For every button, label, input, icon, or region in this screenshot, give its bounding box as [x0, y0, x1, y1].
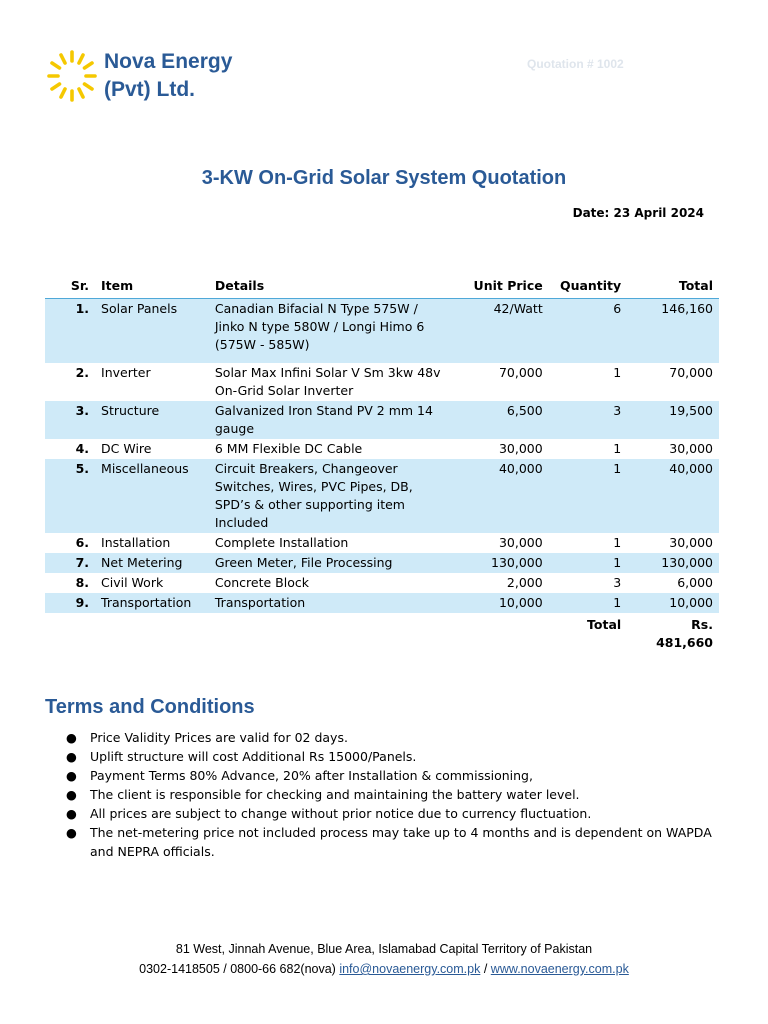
row-details: Canadian Bifacial N Type 575W / Jinko N type 580W / Longi Himo 6 (575W - 585W): [209, 299, 452, 364]
row-sr: 4.: [75, 441, 90, 456]
row-total: 30,000: [669, 535, 713, 550]
row-unit-price: 2,000: [506, 575, 543, 590]
row-details: Complete Installation: [214, 535, 349, 550]
row-unit-price: 130,000: [452, 553, 549, 573]
row-unit-price: 30,000: [498, 441, 543, 456]
bullet-icon: ●: [66, 749, 77, 764]
terms-item: [66, 823, 717, 861]
row-item: Civil Work: [101, 575, 164, 590]
terms-item-text: The net-metering price not included process may take up to 4 months and is dependent on WAPDA and NEPRA officials.: [90, 825, 712, 859]
row-details: Circuit Breakers, Changeover Switches, Wires, PVC Pipes, DB, SPD’s & other supporting item Included: [209, 459, 452, 533]
row-unit-price: 30,000: [498, 535, 543, 550]
email-link[interactable]: info@novaenergy.com.pk: [339, 962, 481, 976]
row-unit-price: 70,000: [498, 365, 543, 380]
bullet-icon: ●: [66, 730, 77, 745]
header-details: Details: [209, 275, 452, 299]
table-row: [45, 553, 719, 573]
row-quantity: 3: [549, 401, 627, 439]
row-unit-price: 40,000: [452, 459, 549, 533]
company-name-line2: (Pvt) Ltd.: [104, 78, 195, 101]
row-sr: 9.: [45, 593, 95, 613]
row-unit-price: 6,500: [452, 401, 549, 439]
row-quantity: 3: [613, 575, 622, 590]
row-quantity: 1: [613, 365, 622, 380]
row-total: 10,000: [627, 593, 719, 613]
terms-item: [66, 785, 717, 804]
row-item: DC Wire: [101, 441, 152, 456]
row-details: Solar Max Infini Solar V Sm 3kw 48v On-Grid Solar Inverter: [214, 365, 441, 398]
row-total: 19,500: [627, 401, 719, 439]
table-row: [45, 439, 719, 459]
table-row: [45, 573, 719, 593]
row-total: 130,000: [627, 553, 719, 573]
grand-total-row: [45, 613, 719, 653]
company-name-line1: Nova Energy: [104, 50, 233, 73]
row-total: 30,000: [669, 441, 713, 456]
row-sr: 7.: [45, 553, 95, 573]
row-details: Galvanized Iron Stand PV 2 mm 14 gauge: [209, 401, 452, 439]
row-item: Transportation: [95, 593, 209, 613]
row-sr: 8.: [75, 575, 90, 590]
table-row: [45, 299, 719, 364]
row-details: Green Meter, File Processing: [209, 553, 452, 573]
header-unit-price: Unit Price: [452, 275, 549, 299]
terms-item-text: Payment Terms 80% Advance, 20% after Installation & commissioning,: [90, 768, 533, 783]
row-total: 146,160: [627, 299, 719, 364]
header-sr: Sr.: [45, 275, 95, 299]
terms-item: [66, 766, 717, 785]
row-quantity: 1: [613, 535, 622, 550]
table-row: [45, 593, 719, 613]
row-total: 70,000: [669, 365, 713, 380]
terms-item-text: Uplift structure will cost Additional Rs 15000/Panels.: [90, 749, 417, 764]
footer-separator: /: [483, 962, 488, 976]
row-quantity: 1: [549, 553, 627, 573]
terms-item-text: The client is responsible for checking and maintaining the battery water level.: [90, 787, 580, 802]
row-unit-price: 42/Watt: [452, 299, 549, 364]
footer-phones: 0302-1418505 / 0800-66 682(nova): [139, 962, 336, 976]
row-sr: 6.: [75, 535, 90, 550]
quotation-date: Date: 23 April 2024: [572, 206, 704, 220]
table-header-row: [45, 275, 719, 299]
bullet-icon: ●: [66, 825, 77, 840]
table-row: [45, 533, 719, 553]
bullet-icon: ●: [66, 787, 77, 802]
row-quantity: 1: [549, 593, 627, 613]
quotation-table: [45, 275, 719, 653]
footer: [0, 939, 768, 979]
row-item: Structure: [95, 401, 209, 439]
row-quantity: 1: [613, 441, 622, 456]
header-quantity: Quantity: [549, 275, 627, 299]
quotation-number: Quotation # 1002: [527, 57, 624, 71]
footer-contact: [0, 959, 768, 979]
footer-address: 81 West, Jinnah Avenue, Blue Area, Islamabad Capital Territory of Pakistan: [175, 942, 593, 956]
row-unit-price: 10,000: [452, 593, 549, 613]
row-total: 6,000: [677, 575, 713, 590]
row-details: Transportation: [209, 593, 452, 613]
terms-item: [66, 804, 717, 823]
row-item: Net Metering: [95, 553, 209, 573]
row-item: Miscellaneous: [95, 459, 209, 533]
sun-rays-icon: [46, 50, 98, 102]
header-total: Total: [627, 275, 719, 299]
bullet-icon: ●: [66, 806, 77, 821]
website-link[interactable]: www.novaenergy.com.pk: [490, 962, 629, 976]
table-row: [45, 363, 719, 401]
terms-list: [45, 728, 717, 861]
page-title: 3-KW On-Grid Solar System Quotation: [201, 167, 567, 189]
terms-item: [66, 747, 717, 766]
row-item: Solar Panels: [95, 299, 209, 364]
table-row: [45, 459, 719, 533]
row-details: Concrete Block: [214, 575, 309, 590]
row-quantity: 6: [549, 299, 627, 364]
row-quantity: 1: [549, 459, 627, 533]
grand-total-label: Total: [587, 617, 622, 632]
row-details: 6 MM Flexible DC Cable: [214, 441, 363, 456]
terms-heading: Terms and Conditions: [45, 696, 255, 718]
row-sr: 3.: [45, 401, 95, 439]
grand-total-value: Rs. 481,660: [656, 617, 713, 650]
row-item: Installation: [101, 535, 171, 550]
row-sr: 5.: [45, 459, 95, 533]
terms-item-text: All prices are subject to change without prior notice due to currency fluctuation.: [90, 806, 592, 821]
bullet-icon: ●: [66, 768, 77, 783]
terms-item-text: Price Validity Prices are valid for 02 days.: [90, 730, 348, 745]
row-sr: 2.: [75, 365, 90, 380]
company-name: [104, 48, 232, 104]
row-item: Inverter: [101, 365, 151, 380]
header-item: Item: [95, 275, 209, 299]
row-sr: 1.: [45, 299, 95, 364]
table-row: [45, 401, 719, 439]
row-total: 40,000: [627, 459, 719, 533]
terms-item: [66, 728, 717, 747]
